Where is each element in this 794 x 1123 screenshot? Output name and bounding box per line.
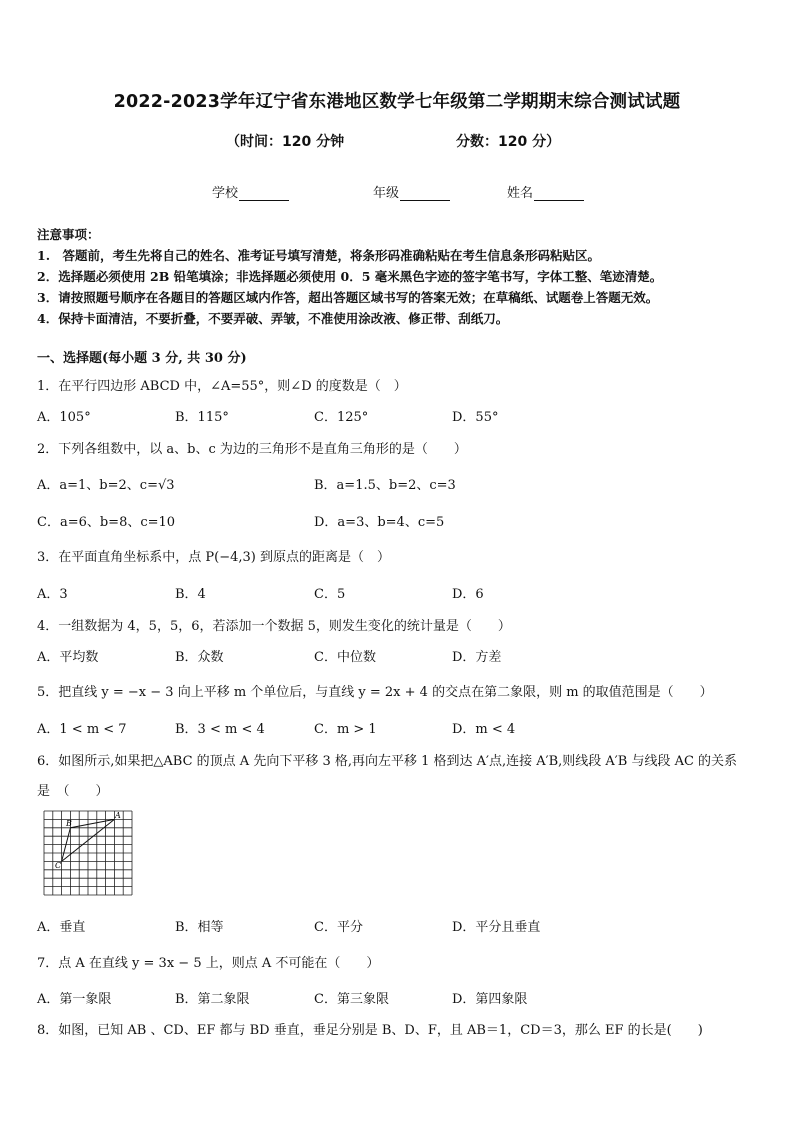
question-2: 2．下列各组数中，以 a、b、c 为边的三角形不是直角三角形的是（ ）	[37, 442, 467, 457]
question-6-cont: 是 （ ）	[37, 784, 109, 799]
q4-option-b[interactable]: B．众数	[175, 650, 224, 665]
q3-option-c[interactable]: C．5	[314, 587, 346, 602]
q5-option-c[interactable]: C．m > 1	[314, 722, 377, 737]
q1-option-b[interactable]: B．115°	[175, 410, 229, 425]
score-label: 分数：120 分）	[456, 134, 561, 150]
q6-option-d[interactable]: D．平分且垂直	[452, 920, 541, 935]
q7-option-a[interactable]: A．第一象限	[37, 992, 112, 1007]
note-item: 1. 答题前，考生先将自己的姓名、准考证号填写清楚，将条形码准确粘贴在考生信息条形码粘贴区。	[37, 248, 601, 263]
exam-title: 2022-2023学年辽宁省东港地区数学七年级第二学期期末综合测试试题	[113, 92, 681, 112]
q7-option-c[interactable]: C．第三象限	[314, 992, 389, 1007]
question-6: 6．如图所示,如果把△ABC 的顶点 A 先向下平移 3 格,再向左平移 1 格到达 A′点,连接 A′B,则线段 A′B 与线段 AC 的关系	[37, 754, 738, 769]
name-label: 姓名	[507, 186, 534, 201]
note-item: 2．选择题必须使用 2B 铅笔填涂；非选择题必须使用 0．5 毫米黑色字迹的签字笔书写，字体工整、笔迹清楚。	[37, 269, 663, 284]
school-field[interactable]	[212, 182, 289, 201]
school-blank[interactable]	[239, 188, 289, 201]
section-heading: 一、选择题(每小题 3 分, 共 30 分)	[37, 351, 247, 366]
question-5: 5．把直线 y = −x − 3 向上平移 m 个单位后，与直线 y = 2x + 4 的交点在第二象限，则 m 的取值范围是（ ）	[37, 685, 713, 700]
notes-block	[37, 224, 662, 329]
grade-blank[interactable]	[400, 188, 450, 201]
grade-label: 年级	[373, 186, 400, 201]
question-4: 4．一组数据为 4，5，5，6，若添加一个数据 5，则发生变化的统计量是（ ）	[37, 619, 511, 634]
q2-option-b[interactable]: B．a=1.5、b=2、c=3	[314, 478, 456, 493]
q5-option-d[interactable]: D．m < 4	[452, 722, 516, 737]
q4-option-a[interactable]: A．平均数	[37, 650, 99, 665]
note-item: 3．请按照题号顺序在各题目的答题区域内作答，超出答题区域书写的答案无效；在草稿纸、试题卷上答题无效。	[37, 290, 659, 305]
q1-option-a[interactable]: A．105°	[37, 410, 91, 425]
q1-option-d[interactable]: D．55°	[452, 410, 499, 425]
q6-option-b[interactable]: B．相等	[175, 920, 224, 935]
grid-figure	[43, 810, 133, 896]
label-b: B	[66, 819, 72, 828]
question-7: 7．点 A 在直线 y = 3x − 5 上，则点 A 不可能在（ ）	[37, 956, 380, 971]
question-8: 8．如图，已知 AB 、CD、EF 都与 BD 垂直，垂足分别是 B、D、F，且 AB＝1，CD＝3，那么 EF 的长是( )	[37, 1023, 703, 1038]
q3-option-b[interactable]: B．4	[175, 587, 206, 602]
q3-option-a[interactable]: A．3	[37, 587, 68, 602]
label-a: A	[115, 811, 121, 820]
notes-heading: 注意事项：	[37, 227, 100, 242]
q2-option-d[interactable]: D．a=3、b=4、c=5	[314, 515, 445, 530]
q1-option-c[interactable]: C．125°	[314, 410, 369, 425]
q6-option-c[interactable]: C．平分	[314, 920, 363, 935]
q7-option-d[interactable]: D．第四象限	[452, 992, 528, 1007]
q4-option-d[interactable]: D．方差	[452, 650, 502, 665]
grid-lines	[44, 811, 132, 895]
q6-option-a[interactable]: A．垂直	[37, 920, 86, 935]
q2-option-c[interactable]: C．a=6、b=8、c=10	[37, 515, 176, 530]
name-blank[interactable]	[534, 188, 584, 201]
question-3: 3．在平面直角坐标系中，点 P(−4,3) 到原点的距离是（ ）	[37, 550, 390, 565]
grade-field[interactable]	[373, 182, 450, 201]
label-c: C	[55, 861, 62, 870]
name-field[interactable]	[507, 182, 584, 201]
question-1: 1．在平行四边形 ABCD 中，∠A=55°，则∠D 的度数是（ ）	[37, 379, 407, 394]
q4-option-c[interactable]: C．中位数	[314, 650, 376, 665]
q5-option-b[interactable]: B．3 < m < 4	[175, 722, 265, 737]
q5-option-a[interactable]: A．1 < m < 7	[37, 722, 127, 737]
school-label: 学校	[212, 186, 239, 201]
q3-option-d[interactable]: D．6	[452, 587, 484, 602]
q7-option-b[interactable]: B．第二象限	[175, 992, 250, 1007]
time-label: （时间：120 分钟	[226, 134, 345, 150]
q2-option-a[interactable]: A．a=1、b=2、c=√3	[37, 478, 175, 493]
note-item: 4．保持卡面清洁，不要折叠，不要弄破、弄皱，不准使用涂改液、修正带、刮纸刀。	[37, 311, 509, 326]
